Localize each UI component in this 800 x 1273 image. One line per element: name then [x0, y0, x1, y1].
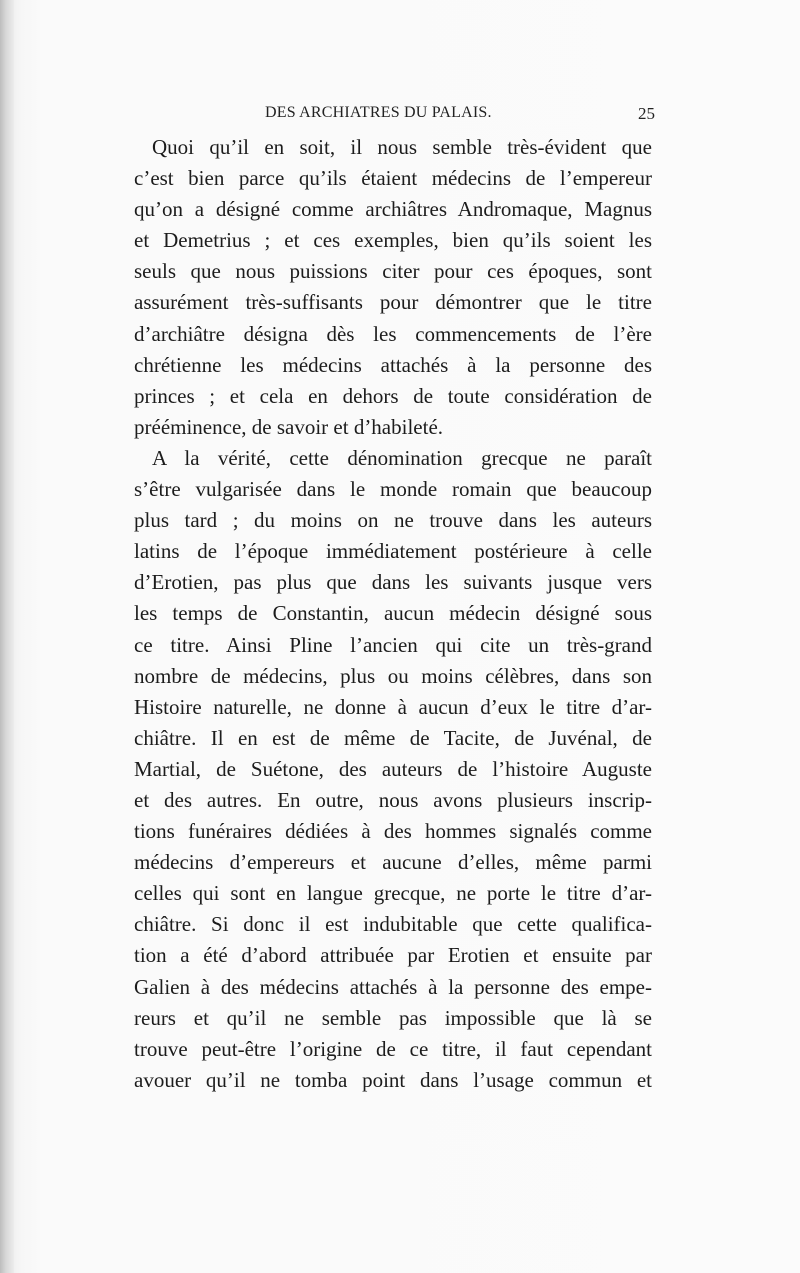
- page-header: [265, 100, 665, 128]
- text-line: qu’on a désigné comme archiâtres Andromaque, Magnus: [134, 197, 652, 222]
- text-line: avouer qu’il ne tomba point dans l’usage commun et: [134, 1067, 652, 1092]
- text-line: c’est bien parce qu’ils étaient médecins de l’empereur: [134, 166, 652, 191]
- text-line: ce titre. Ainsi Pline l’ancien qui cite un très-grand: [134, 632, 652, 657]
- text-line: princes ; et cela en dehors de toute considération de: [134, 383, 652, 408]
- text-line: Galien à des médecins attachés à la personne des empe-: [134, 974, 652, 999]
- text-line: assurément très-suffisants pour démontrer que le titre: [134, 290, 652, 315]
- text-line: trouve peut-être l’origine de ce titre, il faut cependant: [134, 1036, 652, 1061]
- text-line: s’être vulgarisée dans le monde romain que beaucoup: [134, 477, 652, 502]
- page-number: 25: [638, 104, 655, 123]
- text-line: chiâtre. Si donc il est indubitable que cette qualifica-: [134, 912, 652, 937]
- text-line: reurs et qu’il ne semble pas impossible que là se: [134, 1005, 652, 1030]
- binding-edge: [0, 0, 14, 1273]
- text-line: latins de l’époque immédiatement postérieure à celle: [134, 539, 652, 564]
- text-line: Quoi qu’il en soit, il nous semble très-évident que: [152, 135, 652, 159]
- running-title: DES ARCHIATRES DU PALAIS.: [265, 104, 492, 121]
- text-line: plus tard ; du moins on ne trouve dans les auteurs: [134, 508, 652, 533]
- text-line: celles qui sont en langue grecque, ne porte le titre d’ar-: [134, 881, 652, 906]
- text-line: et des autres. En outre, nous avons plusieurs inscrip-: [134, 787, 652, 812]
- text-body: [134, 132, 652, 1096]
- text-line: Martial, de Suétone, des auteurs de l’histoire Auguste: [134, 756, 652, 781]
- text-line: médecins d’empereurs et aucune d’elles, même parmi: [134, 850, 652, 875]
- text-line: d’archiâtre désigna dès les commencements de l’ère: [134, 321, 652, 346]
- text-line: tion a été d’abord attribuée par Erotien et ensuite par: [134, 943, 652, 968]
- text-line: nombre de médecins, plus ou moins célèbres, dans son: [134, 663, 652, 688]
- text-line: prééminence, de savoir et d’habileté.: [134, 414, 444, 439]
- text-line: A la vérité, cette dénomination grecque ne paraît: [152, 445, 652, 470]
- text-line: chrétienne les médecins attachés à la personne des: [134, 352, 652, 377]
- text-line: Histoire naturelle, ne donne à aucun d’eux le titre d’ar-: [134, 694, 652, 719]
- text-line: chiâtre. Il en est de même de Tacite, de Juvénal, de: [134, 725, 652, 750]
- text-line: les temps de Constantin, aucun médecin désigné sous: [134, 601, 652, 626]
- text-line: d’Erotien, pas plus que dans les suivants jusque vers: [134, 570, 652, 595]
- text-line: tions funéraires dédiées à des hommes signalés comme: [134, 819, 652, 844]
- text-line: seuls que nous puissions citer pour ces époques, sont: [134, 259, 652, 284]
- text-line: et Demetrius ; et ces exemples, bien qu’ils soient les: [134, 228, 652, 253]
